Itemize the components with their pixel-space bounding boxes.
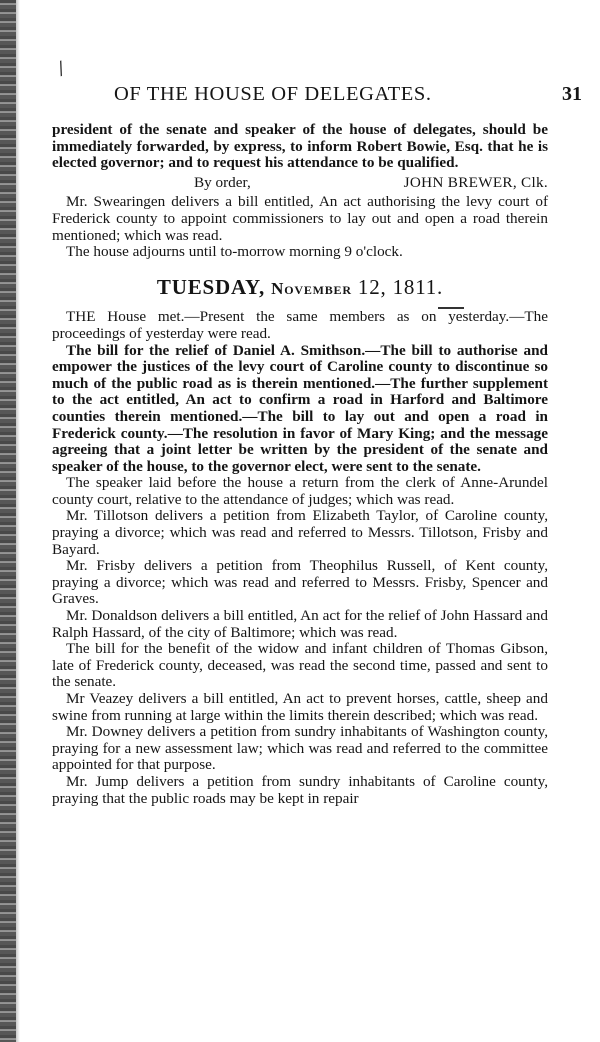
paragraph-house-met: THE House met.—Present the same members as on yesterday.—The proceedings of yesterday were read. bbox=[52, 308, 548, 342]
paragraph-jump-petition: Mr. Jump delivers a petition from sundry inhabitants of Caroline county, praying that the public roads may be kept in repair bbox=[52, 772, 548, 807]
date-heading-day: TUESDAY, bbox=[156, 274, 266, 299]
date-heading-date: 12, 1811. bbox=[357, 274, 444, 299]
page-body bbox=[52, 122, 548, 807]
clerk-name: JOHN BREWER, Clk. bbox=[403, 173, 548, 191]
paragraph-bills-sent: The bill for the relief of Daniel A. Smithson.—The bill to authorise and empower the justices of the levy court of Caroline county to discontinue so much of the public road as is therein mentioned.—The further supplement to the act entitled, An act to confirm a road in Harford and Baltimore counties therein mentioned.—The bill to lay out and open a road in Frederick county.—The resolution in favor of Mary King; and the message agreeing that a joint letter be written by the president of the senate and speaker of the house, to the governor elect, were sent to the senate. bbox=[52, 341, 548, 475]
running-title: OF THE HOUSE OF DELEGATES. bbox=[114, 83, 432, 105]
paragraph-downey-petition: Mr. Downey delivers a petition from sundry inhabitants of Washington county, praying for a new assessment law; which was read and referred to the committee appointed for that purpose. bbox=[52, 723, 548, 774]
date-heading-month: November bbox=[271, 278, 352, 298]
paragraph-gibson-bill: The bill for the benefit of the widow and infant children of Thomas Gibson, late of Frederick county, deceased, was read the second time, passed and sent to the senate. bbox=[52, 640, 548, 691]
page-number: 31 bbox=[562, 83, 582, 105]
paragraph-donaldson-bill: Mr. Donaldson delivers a bill entitled, An act for the relief of John Hassard and Ralph Hassard, of the city of Baltimore; which was read. bbox=[52, 607, 548, 641]
by-order-text: By order, bbox=[194, 173, 251, 191]
date-heading bbox=[52, 274, 548, 299]
paragraph-adjournment: The house adjourns until to-morrow morning 9 o'clock. bbox=[66, 243, 403, 261]
stray-pen-mark: / bbox=[54, 57, 68, 80]
paragraph-tillotson-petition: Mr. Tillotson delivers a petition from Elizabeth Taylor, of Caroline county, praying a divorce; which was read and referred to Messrs. Tillotson, Frisby and Bayard. bbox=[52, 507, 548, 558]
paragraph-senate-message: president of the senate and speaker of the house of delegates, should be immediately forwarded, by express, to inform Robert Bowie, Esq. that he is elected governor; and to request his attendance to be qualified. bbox=[52, 121, 548, 172]
paragraph-swearingen-bill: Mr. Swearingen delivers a bill entitled, An act authorising the levy court of Frederick county to appoint commissioners to lay out and open a road therein mentioned; which was read. bbox=[52, 193, 548, 244]
page-header bbox=[30, 83, 582, 113]
date-heading-rule bbox=[438, 307, 464, 309]
book-binding-edge bbox=[0, 0, 16, 1042]
paragraph-frisby-petition: Mr. Frisby delivers a petition from Theophilus Russell, of Kent county, praying a divorce; which was read and referred to Messrs. Frisby, Spencer and Graves. bbox=[52, 557, 548, 608]
signature-line bbox=[52, 175, 548, 192]
paragraph-veazey-bill: Mr Veazey delivers a bill entitled, An act to prevent horses, cattle, sheep and swine from running at large within the limits therein described; which was read. bbox=[52, 690, 548, 724]
paragraph-return-clerk: The speaker laid before the house a return from the clerk of Anne-Arundel county court, relative to the attendance of judges; which was read. bbox=[52, 474, 548, 508]
